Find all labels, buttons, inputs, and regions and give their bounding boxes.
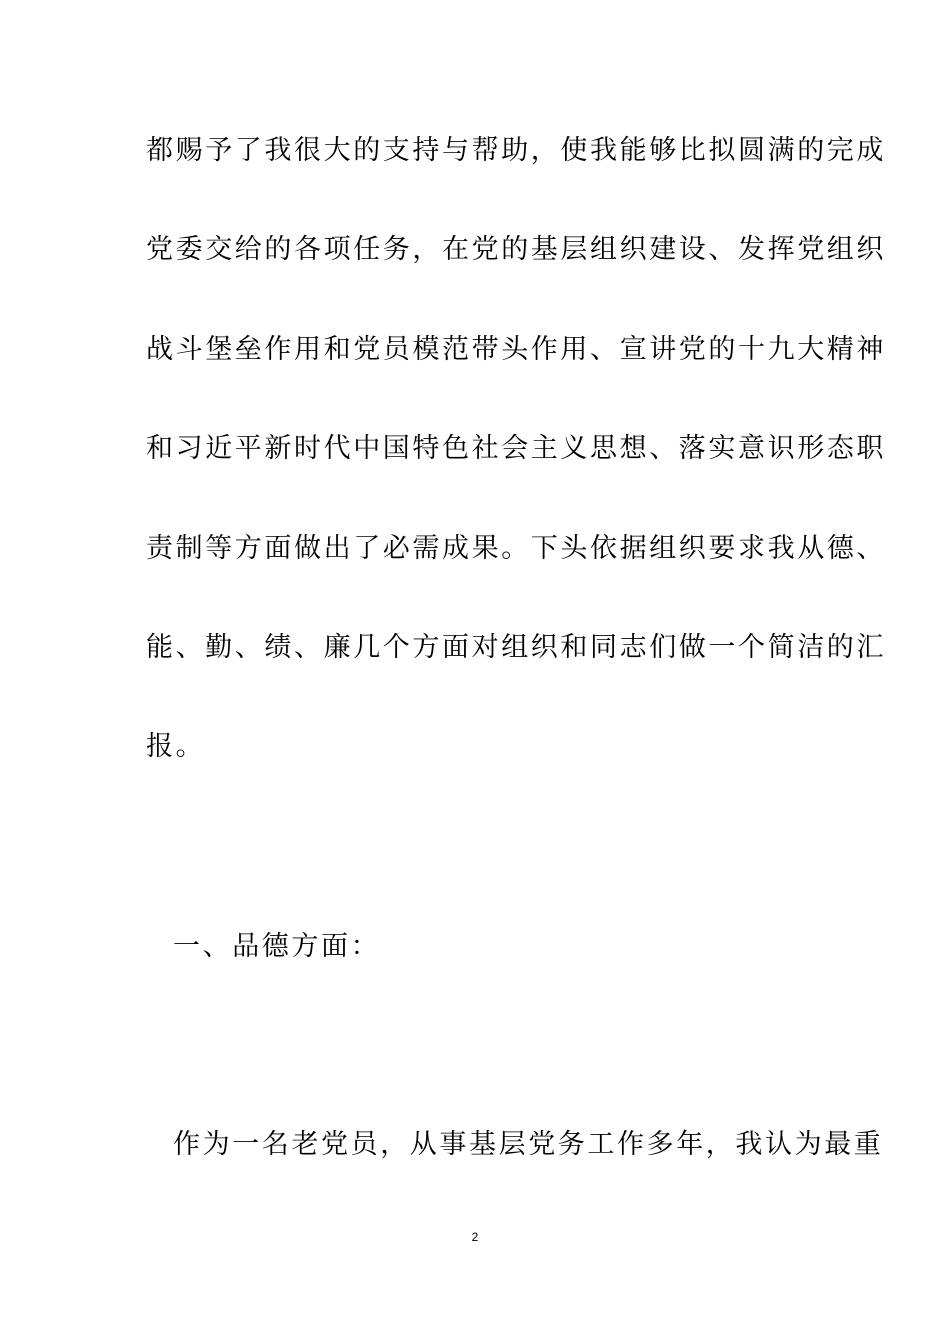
paragraph-line: 战斗堡垒作用和党员模范带头作用、宣讲党的十九大精神 [146, 334, 886, 365]
section-heading: 一、品德方面： [173, 931, 381, 962]
page-number: 2 [471, 1230, 479, 1244]
paragraph-line: 和习近平新时代中国特色社会主义思想、落实意识形态职 [146, 433, 886, 464]
paragraph-line: 党委交给的各项任务，在党的基层组织建设、发挥党组织 [146, 234, 886, 265]
paragraph-line: 能、勤、绩、廉几个方面对组织和同志们做一个简洁的汇 [146, 632, 886, 663]
paragraph-line: 作为一名老党员，从事基层党务工作多年，我认为最重 [173, 1129, 884, 1160]
paragraph-line: 责制等方面做出了必需成果。下头依据组织要求我从德、 [146, 533, 886, 564]
paragraph-line: 报。 [146, 731, 206, 762]
paragraph-line: 都赐予了我很大的支持与帮助，使我能够比拟圆满的完成 [146, 135, 886, 166]
